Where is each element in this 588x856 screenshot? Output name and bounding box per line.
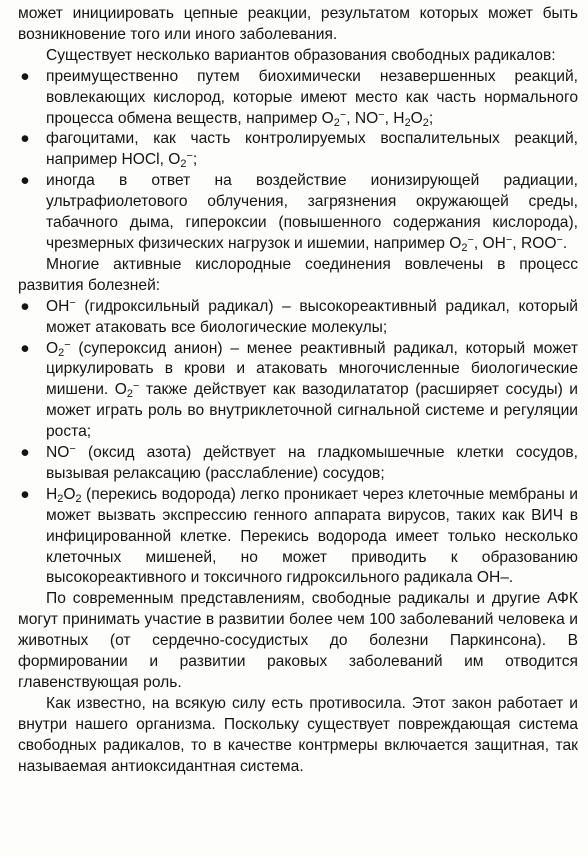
active-compounds-paragraph: Многие активные кислородные соединения вовлечены в процесс развития болезней: [18, 255, 578, 294]
list-item: ● $H_2O_2$ (перекись водорода) легко проникает через клеточные мембраны и может вызвать экспрессию генного аппарата вирусов, таких как ВИЧ в инфицированной клетке. Перекись водорода имеет только несколько клеточных мишеней, но может приводить к образованию высокореактивного и токсичного гидроксильного радикала OH–. [18, 485, 578, 590]
list-item: ● преимущественно путем биохимически незавершенных реакций, вовлекающих кислород, которые имеют место как часть нормального процесса обмена веществ, например $O_2^-$, NO−, $H_2O_2$; [18, 67, 578, 130]
countermeasure-paragraph: Как известно, на всякую силу есть противосила. Этот закон работает и внутри нашего организма. Поскольку существует повреждающая система свободных радикалов, то в качестве контрмеры включается защитная, так называемая антиоксидантная система. [18, 694, 578, 775]
bullet-icon: ● [20, 339, 30, 357]
intro-paragraph: может инициировать цепные реакции, результатом которых может быть возникновение того или иного заболевания. [18, 5, 578, 43]
bullet-icon: ● [20, 297, 30, 315]
list-item: ● фагоцитами, как часть контролируемых воспалительных реакций, например HOCl, $O_2^-$; [18, 129, 578, 171]
variants-paragraph: Существует несколько вариантов образования свободных радикалов: [46, 46, 556, 64]
list-item: ● иногда в ответ на воздействие ионизирующей радиации, ультрафиолетового облучения, загрязнения окружающей среды, табачного дыма, гипероксии (повышенного содержания кислорода), чрезмерных физических нагрузок и ишемии, например $O_2^-$, OH−, ROO−. [18, 171, 578, 255]
bullet-icon: ● [20, 67, 30, 85]
formation-list [18, 67, 578, 255]
bullet-icon: ● [20, 172, 30, 190]
modern-views-paragraph: По современным представлениям, свободные радикалы и другие АФК могут принимать участие в развитии более чем 100 заболеваний человека и животных (от сердечно-сосудистых до болезни Паркинсона). В формировании и развитии раковых заболеваний им отводится главенствующая роль. [18, 590, 578, 691]
bullet-icon: ● [20, 444, 30, 462]
compounds-list [18, 297, 578, 590]
document-page [18, 0, 578, 778]
list-item: ● OH− (гидроксильный радикал) – высокореактивный радикал, который может атаковать все биологические молекулы; [18, 297, 578, 339]
list-item: ● NO− (оксид азота) действует на гладкомышечные клетки сосудов, вызывая релаксацию (расслабление) сосудов; [18, 443, 578, 485]
bullet-icon: ● [20, 485, 30, 503]
list-item: ● $O_2^-$ (супероксид анион) – менее реактивный радикал, который может циркулировать в крови и атаковать многочисленные биологические мишени. $O_2^-$ также действует как вазодилататор (расширяет сосуды) и может играть роль во внутриклеточной сигнальной системе и регуляции роста; [18, 339, 578, 444]
bullet-icon: ● [20, 130, 30, 148]
